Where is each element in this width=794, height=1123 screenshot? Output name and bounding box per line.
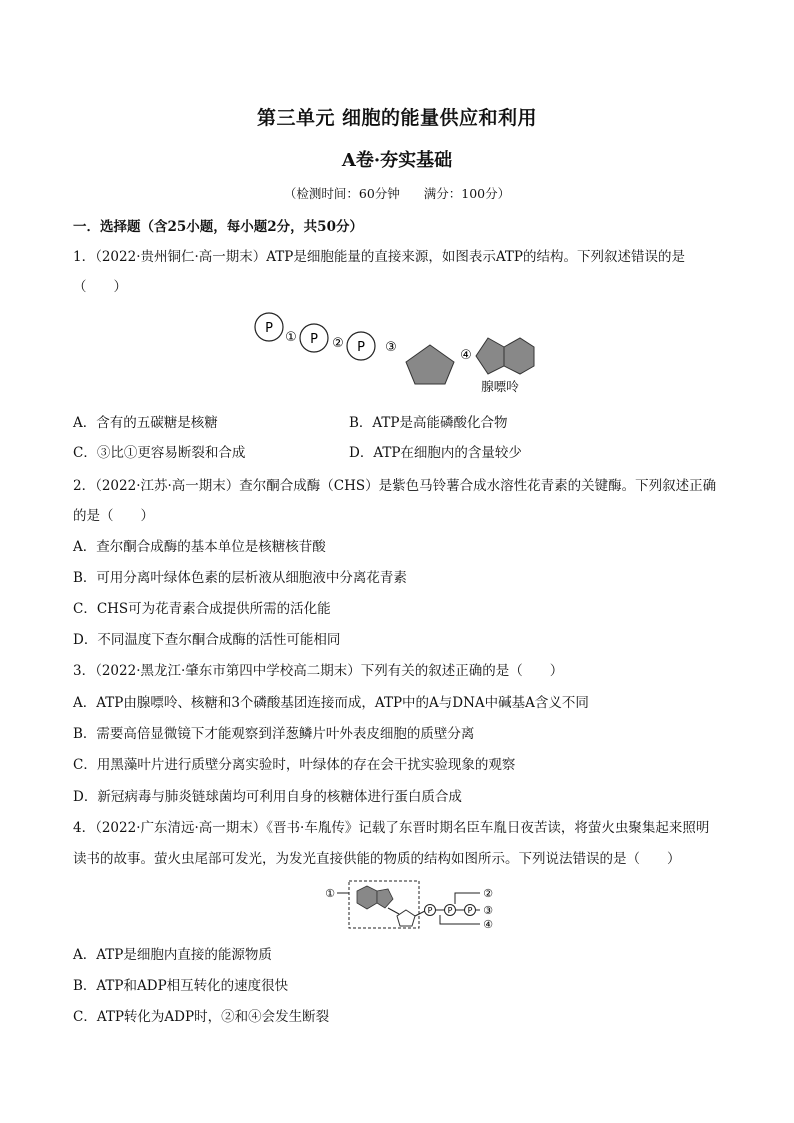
exam-time: （检测时间：60分钟	[283, 186, 400, 201]
q4-bracket-4	[440, 915, 480, 924]
q4-label-2: ②	[483, 887, 493, 900]
q4-adenine-hexagon	[357, 886, 377, 909]
section-title: 一．选择题（含25小题，每小题2分，共50分）	[73, 219, 363, 235]
q3-option-c[interactable]: C．用黑藻叶片进行质壁分离实验时，叶绿体的存在会干扰实验现象的观察	[73, 757, 516, 773]
q2-option-d[interactable]: D．不同温度下查尔酮合成酶的活性可能相同	[73, 632, 341, 648]
q4-phosphate-label-3: P	[467, 906, 473, 915]
q4-label-1: ①	[325, 887, 335, 900]
q2-stem-line2: 的是（ ）	[73, 508, 154, 524]
q3-stem: 3．（2022·黑龙江·肇东市第四中学校高二期末）下列有关的叙述正确的是（ ）	[73, 663, 564, 679]
q1-stem-line2: （ ）	[73, 279, 127, 295]
unit-title: 第三单元 细胞的能量供应和利用	[256, 107, 538, 129]
q4-option-a[interactable]: A．ATP是细胞内直接的能源物质	[73, 947, 272, 963]
q1-adenine-label: 腺嘌呤	[481, 379, 519, 394]
q1-bond-label-3: ③	[385, 340, 397, 355]
q4-atp-structure-figure	[322, 878, 502, 934]
q4-stem-line2: 读书的故事。萤火虫尾部可发光，为发光直接供能的物质的结构如图所示。下列说法错误的是（ ）	[73, 851, 681, 867]
q2-option-b[interactable]: B．可用分离叶绿体色素的层析液从细胞液中分离花青素	[73, 570, 407, 586]
q1-phosphate-label-2: P	[310, 332, 318, 347]
exam-score: 满分：100分）	[423, 186, 511, 201]
q2-option-c[interactable]: C．CHS可为花青素合成提供所需的活化能	[73, 601, 331, 617]
q1-atp-structure-figure	[250, 308, 550, 400]
q1-adenine-pentagon	[476, 338, 504, 374]
q4-base-sugar-bond	[388, 908, 399, 914]
q1-stem-line1: 1．（2022·贵州铜仁·高一期末）ATP是细胞能量的直接来源，如图表示ATP的结构。下列叙述错误的是	[73, 249, 685, 265]
q4-option-c[interactable]: C．ATP转化为ADP时，②和④会发生断裂	[73, 1009, 330, 1025]
q4-ribose-pentagon	[397, 910, 415, 926]
q1-option-b[interactable]: B．ATP是高能磷酸化合物	[349, 415, 508, 431]
exam-meta	[0, 184, 794, 202]
q1-bond-label-2: ②	[332, 336, 344, 351]
q1-bond-label-4: ④	[460, 348, 472, 363]
q2-option-a[interactable]: A．查尔酮合成酶的基本单位是核糖核苷酸	[73, 539, 326, 555]
q4-label-3: ③	[483, 904, 493, 917]
q4-option-b[interactable]: B．ATP和ADP相互转化的速度很快	[73, 978, 289, 994]
q1-option-d[interactable]: D．ATP在细胞内的含量较少	[349, 445, 522, 461]
q1-option-c[interactable]: C．③比①更容易断裂和合成	[73, 445, 246, 461]
q4-bracket-2	[455, 893, 480, 904]
q1-ribose-pentagon	[406, 345, 454, 384]
q4-phosphate-label-2: P	[447, 906, 453, 915]
q1-adenine-hexagon	[504, 338, 534, 374]
paper-subtitle: A卷·夯实基础	[341, 150, 453, 171]
q1-bond-label-1: ①	[285, 330, 297, 345]
q1-option-a[interactable]: A．含有的五碳糖是核糖	[73, 415, 218, 431]
q3-option-b[interactable]: B．需要高倍显微镜下才能观察到洋葱鳞片叶外表皮细胞的质壁分离	[73, 726, 475, 742]
q4-sugar-phosphate-bond	[415, 911, 425, 916]
q3-option-a[interactable]: A．ATP由腺嘌呤、核糖和3个磷酸基团连接而成，ATP中的A与DNA中碱基A含义不同	[73, 695, 589, 711]
q4-adenine-pentagon	[377, 889, 393, 908]
q2-stem-line1: 2．（2022·江苏·高一期末）查尔酮合成酶（CHS）是紫色马铃薯合成水溶性花青素的关键酶。下列叙述正确	[73, 478, 717, 494]
q4-stem-line1: 4．（2022·广东清远·高一期末）《晋书·车胤传》记载了东晋时期名臣车胤日夜苦读，将萤火虫聚集起来照明	[73, 820, 710, 836]
q4-label-4: ④	[483, 918, 493, 931]
q4-phosphate-label-1: P	[427, 906, 433, 915]
q1-phosphate-label-1: P	[265, 321, 273, 336]
q1-phosphate-label-3: P	[357, 340, 365, 355]
q3-option-d[interactable]: D．新冠病毒与肺炎链球菌均可利用自身的核糖体进行蛋白质合成	[73, 789, 462, 805]
